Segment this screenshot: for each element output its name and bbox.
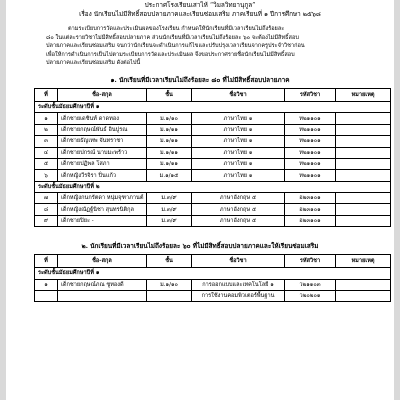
paragraph-line [46,25,354,34]
table-row [35,136,391,147]
subject-name: การใช้งานคอมพิวเตอร์พื้นฐาน [192,291,285,302]
class-room: ม.๑/๑๑ [147,147,192,158]
student-name: เด็กชายปฏิพล โสภา [58,158,147,169]
row-number: ๓ [35,136,58,147]
subject-code: ท๒๑๑๐๑ [285,158,336,169]
row-number: ๔ [35,147,58,158]
subject-code: ว๒๐๒๐๑ [285,291,336,302]
col-remark: หมายเหตุ [336,88,391,101]
announcement-subject: เรื่อง นักเรียนไม่มีสิทธิ์สอบปลายภาคและเรียนซ่อมเสริม ภาคเรียนที่ ๑ ปีการศึกษา ๒๕๖๘ [79,10,321,18]
subject-code: ท๒๑๑๐๑ [285,124,336,135]
remark [336,291,391,302]
row-number: ๘ [35,204,58,215]
subject-code: อ๒๓๑๐๑ [285,193,336,204]
remark [336,204,391,215]
col-no: ที่ [35,255,58,268]
body-paragraph [46,25,354,68]
student-name: เด็กชายเดชินท์ ดาดทอง [58,113,147,124]
subject-code: อ๒๓๑๐๑ [285,204,336,215]
subject-name: ภาษาไทย ๑ [192,113,285,124]
remark [336,170,391,181]
student-name: เด็กหญิงกนกรัตดา หนุ่มจุฑาภานต์ [58,193,147,204]
level-label: ระดับชั้นมัธยมศึกษาปีที่ ๑ [35,268,391,279]
col-no: ที่ [35,88,58,101]
row-number: ๗ [35,193,58,204]
subject-name: ภาษาอังกฤษ ๕ [192,193,285,204]
subject-name: ภาษาไทย ๑ [192,136,285,147]
section-2-title: ๒. นักเรียนที่มีเวลาเรียนไม่ถึงร้อยละ ๖๐ ที่ไม่มีสิทธิ์สอบปลายภาคและให้เรียนซ่อมเสริม [81,242,319,251]
section-1-table [34,88,391,227]
level-label: ระดับชั้นมัธยมศึกษาปีที่ ๒ [35,181,391,192]
col-code: รหัสวิชา [285,255,336,268]
student-name: เด็กชายปกรณ์ นาบมะพร้าว [58,147,147,158]
table-row [35,215,391,226]
table-row [35,291,391,302]
row-number: ๒ [35,124,58,135]
col-class: ชั้น [147,88,192,101]
paragraph-line: ปลายภาคและเรียนซ่อมเสริม จนกว่านักเรียนจะดำเนินการแก้ไขและปรับปรุงเวลาเรียนจากครูประจำวิชาก่อน [46,43,305,50]
remark [336,124,391,135]
col-subject: ชื่อวิชา [192,255,285,268]
class-room: ม.๑/๑๑ [147,158,192,169]
col-name: ชื่อ-สกุล [58,88,147,101]
remark [336,158,391,169]
subject-code: ท๒๑๑๐๑ [285,113,336,124]
col-class: ชั้น [147,255,192,268]
subject-name: ภาษาไทย ๑ [192,158,285,169]
paragraph-text: ตามระเบียบการวัดและประเมินผลของโรงเรียน กำหนดให้นักเรียนที่มีเวลาเรียนไม่ถึงร้อยละ [68,26,285,32]
class-room [147,291,192,302]
document-header [6,1,394,19]
class-room: ม.๑/๑๑ [147,124,192,135]
subject-code: ท๒๑๑๐๑ [285,136,336,147]
subject-code: ท๒๑๑๐๑ [285,147,336,158]
paragraph-line: ๘๐ ในแต่ละรายวิชาไม่มีสิทธิ์สอบปลายภาค ส่วนนักเรียนที่มีเวลาเรียนไม่ถึงร้อยละ ๖๐ จะต้องไม่มีสิทธิ์สอบ [46,34,299,41]
student-name: เด็กหญิงณัฏฐ์นิชา สุนทรนิติกุล [58,204,147,215]
col-name: ชื่อ-สกุล [58,255,147,268]
table-row [35,193,391,204]
student-name: เด็กชายกฤษณ์ภณ ซูทองดี [58,279,147,290]
subject-name: ภาษาไทย ๑ [192,124,285,135]
subject-name: ภาษาอังกฤษ ๕ [192,204,285,215]
student-name: เด็กหญิงวีรจิรา ปิ่นแก้ว [58,170,147,181]
subject-code: ว๒๑๑๐๓ [285,279,336,290]
subject-code: ท๒๑๑๐๑ [285,170,336,181]
paragraph-line: เพื่อให้การดำเนินการเป็นไปตามระเบียบการวัดและประเมินผล จึงขอประกาศรายชื่อนักเรียนไม่มีสิทธิ์สอบ [46,51,295,58]
remark [336,147,391,158]
subject-name: ภาษาไทย ๑ [192,170,285,181]
col-remark: หมายเหตุ [336,255,391,268]
subject-code: อ๒๓๑๐๑ [285,215,336,226]
table-row [35,158,391,169]
row-number: ๕ [35,158,58,169]
student-name [58,291,147,302]
row-number: ๙ [35,215,58,226]
subject-name: ภาษาอังกฤษ ๕ [192,215,285,226]
class-room: ม.๑/๑๕ [147,170,192,181]
paragraph-line: ปลายภาคและเรียนซ่อมเสริม ดังต่อไปนี้ [46,60,141,67]
student-name: เด็กชายปิยะ - [58,215,147,226]
subject-name: ภาษาไทย ๑ [192,147,285,158]
class-room: ม.๓/๙ [147,193,192,204]
remark [336,215,391,226]
table-row [35,147,391,158]
class-room: ม.๓/๙ [147,204,192,215]
table-row [35,204,391,215]
class-room: ม.๑/๑๑ [147,136,192,147]
section-1-title: ๑. นักเรียนที่มีเวลาเรียนไม่ถึงร้อยละ ๘๐ ที่ไม่มีสิทธิ์สอบปลายภาค [110,75,290,84]
level-row [35,101,391,112]
col-code: รหัสวิชา [285,88,336,101]
subject-name: การออกแบบและเทคโนโลยี ๑ [192,279,285,290]
remark [336,279,391,290]
class-room: ม.๑/๑๐ [147,113,192,124]
table-row [35,124,391,135]
table-row [35,113,391,124]
remark [336,113,391,124]
document-page [6,0,394,400]
announcement-title: ประกาศโรงเรียนเสาไห้ “วิมลวิทยานุกูล” [144,1,256,9]
table-row [35,170,391,181]
row-number: ๑ [35,113,58,124]
student-name: เด็กชายกฤษณ์พันธ์ อินปูรณ [58,124,147,135]
table-row [35,279,391,290]
level-row [35,181,391,192]
class-room: ม.๓/๙ [147,215,192,226]
row-number [35,291,58,302]
level-label: ระดับชั้นมัธยมศึกษาปีที่ ๑ [35,101,391,112]
table-header-row [35,88,391,101]
row-number: ๑ [35,279,58,290]
class-room: ม.๑/๑๐ [147,279,192,290]
remark [336,136,391,147]
col-subject: ชื่อวิชา [192,88,285,101]
table-header-row [35,255,391,268]
remark [336,193,391,204]
student-name: เด็กชายธัญเทพ จันทราชา [58,136,147,147]
row-number: ๖ [35,170,58,181]
level-row [35,268,391,279]
section-2-table [34,254,391,302]
